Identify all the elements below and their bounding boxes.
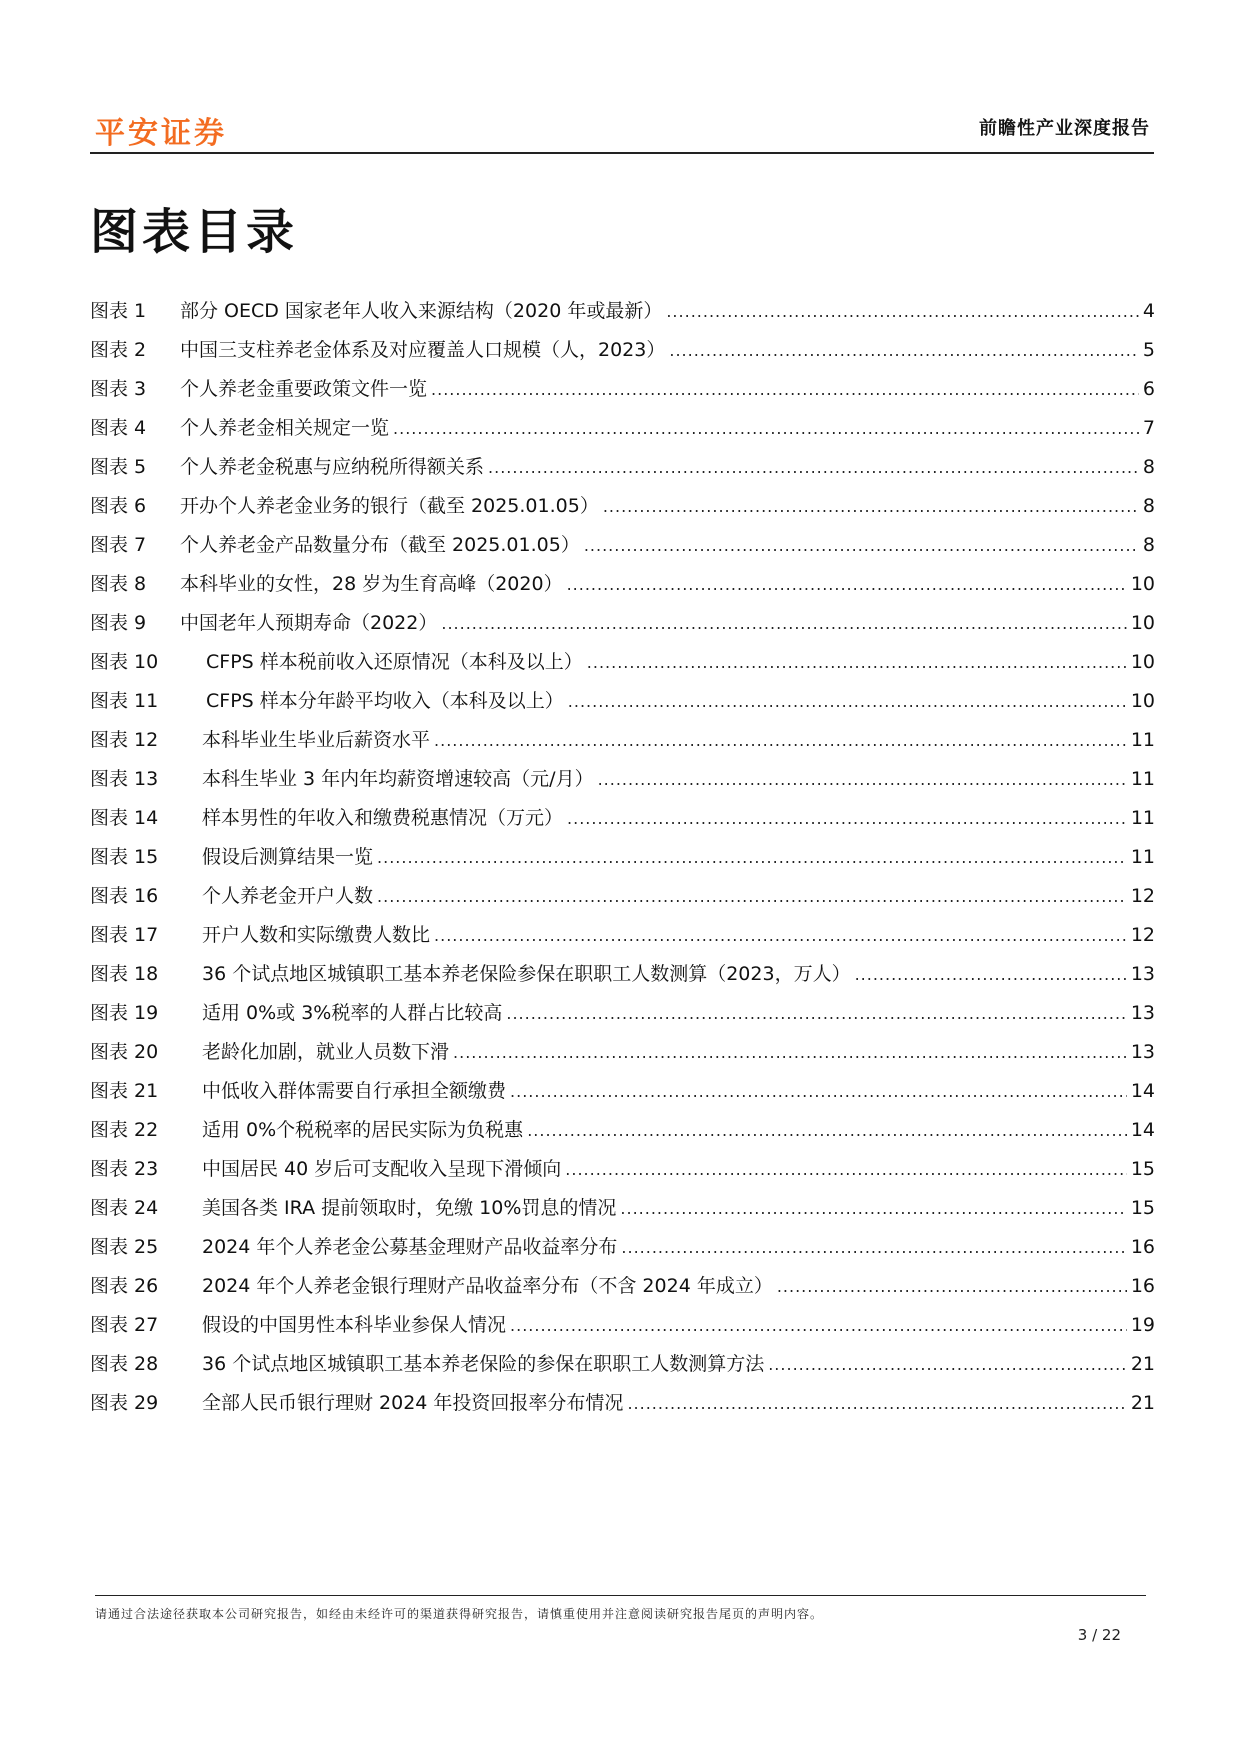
toc-dot-leader bbox=[506, 1002, 1126, 1024]
toc-entry-label: 图表 8 bbox=[90, 573, 147, 595]
toc-entry-label: 图表 13 bbox=[90, 768, 159, 790]
toc-entry-label: 图表 27 bbox=[90, 1314, 159, 1336]
page-title: 图表目录 bbox=[90, 204, 299, 260]
toc-entry-label: 图表 11 bbox=[90, 690, 159, 712]
toc-entry-title: 中国老年人预期寿命（2022） bbox=[180, 612, 438, 634]
toc-entry-page: 5 bbox=[1142, 339, 1155, 361]
toc-entry-title: 适用 0%个税税率的居民实际为负税惠 bbox=[202, 1119, 524, 1141]
toc-entry[interactable] bbox=[90, 803, 1155, 842]
toc-entry-title: CFPS 样本分年龄平均收入（本科及以上） bbox=[206, 690, 564, 712]
toc-entry-label: 图表 23 bbox=[90, 1158, 159, 1180]
toc-dot-leader bbox=[669, 339, 1139, 361]
toc-entry-page: 14 bbox=[1130, 1080, 1155, 1102]
toc-entry-label: 图表 6 bbox=[90, 495, 147, 517]
toc-entry[interactable] bbox=[90, 1310, 1155, 1349]
toc-entry-page: 11 bbox=[1130, 729, 1155, 751]
toc-entry-title: 全部人民币银行理财 2024 年投资回报率分布情况 bbox=[202, 1392, 624, 1414]
toc-dot-leader bbox=[510, 1314, 1127, 1336]
toc-entry-label: 图表 7 bbox=[90, 534, 147, 556]
toc-dot-leader bbox=[584, 534, 1139, 556]
toc-entry-label: 图表 29 bbox=[90, 1392, 159, 1414]
toc-dot-leader bbox=[620, 1197, 1126, 1219]
toc-entry[interactable] bbox=[90, 530, 1155, 569]
toc-entry-label: 图表 25 bbox=[90, 1236, 159, 1258]
toc-entry-page: 10 bbox=[1130, 690, 1155, 712]
toc-dot-leader bbox=[627, 1392, 1126, 1414]
toc-entry[interactable] bbox=[90, 296, 1155, 335]
company-logo: 平安证券 bbox=[95, 116, 227, 151]
toc-entry-page: 6 bbox=[1142, 378, 1155, 400]
toc-entry-page: 8 bbox=[1142, 534, 1155, 556]
toc-entry-page: 14 bbox=[1130, 1119, 1155, 1141]
toc-entry-title: 中低收入群体需要自行承担全额缴费 bbox=[202, 1080, 507, 1102]
toc-entry-page: 11 bbox=[1130, 807, 1155, 829]
toc-entry[interactable] bbox=[90, 491, 1155, 530]
toc-entry[interactable] bbox=[90, 1193, 1155, 1232]
toc-entry[interactable] bbox=[90, 1349, 1155, 1388]
toc-entry-label: 图表 15 bbox=[90, 846, 159, 868]
toc-dot-leader bbox=[488, 456, 1139, 478]
toc-entry-label: 图表 9 bbox=[90, 612, 147, 634]
toc-dot-leader bbox=[568, 690, 1127, 712]
toc-entry-title: 个人养老金税惠与应纳税所得额关系 bbox=[180, 456, 485, 478]
toc-entry[interactable] bbox=[90, 881, 1155, 920]
toc-dot-leader bbox=[621, 1236, 1126, 1258]
toc-entry-title: 36 个试点地区城镇职工基本养老保险参保在职职工人数测算（2023，万人） bbox=[202, 963, 851, 985]
toc-dot-leader bbox=[565, 1158, 1127, 1180]
table-of-contents bbox=[90, 296, 1155, 1427]
toc-entry[interactable] bbox=[90, 335, 1155, 374]
toc-dot-leader bbox=[855, 963, 1127, 985]
toc-entry[interactable] bbox=[90, 1232, 1155, 1271]
toc-entry-page: 21 bbox=[1130, 1353, 1155, 1375]
toc-entry[interactable] bbox=[90, 1154, 1155, 1193]
toc-entry-title: 老龄化加剧，就业人员数下滑 bbox=[202, 1041, 450, 1063]
toc-entry-label: 图表 1 bbox=[90, 300, 147, 322]
toc-entry-label: 图表 20 bbox=[90, 1041, 159, 1063]
toc-entry[interactable] bbox=[90, 1037, 1155, 1076]
toc-entry-page: 13 bbox=[1130, 963, 1155, 985]
toc-entry-page: 13 bbox=[1130, 1041, 1155, 1063]
toc-dot-leader bbox=[377, 846, 1127, 868]
toc-entry-page: 15 bbox=[1130, 1158, 1155, 1180]
toc-entry-label: 图表 5 bbox=[90, 456, 147, 478]
toc-entry-title: 本科生毕业 3 年内年均薪资增速较高（元/月） bbox=[202, 768, 594, 790]
toc-entry-page: 12 bbox=[1130, 885, 1155, 907]
toc-entry-page: 11 bbox=[1130, 768, 1155, 790]
toc-entry-page: 12 bbox=[1130, 924, 1155, 946]
toc-dot-leader bbox=[441, 612, 1126, 634]
toc-dot-leader bbox=[431, 378, 1139, 400]
toc-entry-page: 7 bbox=[1142, 417, 1155, 439]
toc-entry-label: 图表 10 bbox=[90, 651, 159, 673]
toc-entry-title: 36 个试点地区城镇职工基本养老保险的参保在职职工人数测算方法 bbox=[202, 1353, 765, 1375]
toc-entry-title: 开办个人养老金业务的银行（截至 2025.01.05） bbox=[180, 495, 599, 517]
toc-entry-title: CFPS 样本税前收入还原情况（本科及以上） bbox=[206, 651, 583, 673]
toc-entry-title: 中国居民 40 岁后可支配收入呈现下滑倾向 bbox=[202, 1158, 562, 1180]
report-type-label: 前瞻性产业深度报告 bbox=[979, 118, 1150, 139]
toc-dot-leader bbox=[527, 1119, 1127, 1141]
toc-entry-page: 11 bbox=[1130, 846, 1155, 868]
toc-entry-label: 图表 4 bbox=[90, 417, 147, 439]
toc-entry-page: 10 bbox=[1130, 651, 1155, 673]
toc-entry-label: 图表 21 bbox=[90, 1080, 159, 1102]
toc-entry-title: 个人养老金相关规定一览 bbox=[180, 417, 390, 439]
toc-entry[interactable] bbox=[90, 647, 1155, 686]
toc-entry-label: 图表 24 bbox=[90, 1197, 159, 1219]
toc-entry-title: 假设后测算结果一览 bbox=[202, 846, 374, 868]
toc-dot-leader bbox=[777, 1275, 1127, 1297]
toc-entry[interactable] bbox=[90, 608, 1155, 647]
toc-entry-label: 图表 2 bbox=[90, 339, 147, 361]
toc-entry[interactable] bbox=[90, 725, 1155, 764]
toc-entry-title: 适用 0%或 3%税率的人群占比较高 bbox=[202, 1002, 503, 1024]
toc-dot-leader bbox=[598, 768, 1127, 790]
toc-entry-title: 样本男性的年收入和缴费税惠情况（万元） bbox=[202, 807, 564, 829]
toc-entry[interactable] bbox=[90, 959, 1155, 998]
toc-entry-title: 假设的中国男性本科毕业参保人情况 bbox=[202, 1314, 507, 1336]
toc-entry[interactable] bbox=[90, 1076, 1155, 1115]
toc-entry-label: 图表 22 bbox=[90, 1119, 159, 1141]
toc-entry-label: 图表 28 bbox=[90, 1353, 159, 1375]
toc-entry-page: 16 bbox=[1130, 1275, 1155, 1297]
toc-entry-label: 图表 19 bbox=[90, 1002, 159, 1024]
toc-entry[interactable] bbox=[90, 764, 1155, 803]
toc-entry-label: 图表 17 bbox=[90, 924, 159, 946]
toc-entry-title: 美国各类 IRA 提前领取时，免缴 10%罚息的情况 bbox=[202, 1197, 617, 1219]
toc-entry[interactable] bbox=[90, 1115, 1155, 1154]
toc-entry-label: 图表 3 bbox=[90, 378, 147, 400]
toc-entry-title: 个人养老金产品数量分布（截至 2025.01.05） bbox=[180, 534, 580, 556]
toc-dot-leader bbox=[393, 417, 1139, 439]
toc-entry[interactable] bbox=[90, 920, 1155, 959]
toc-entry-page: 15 bbox=[1130, 1197, 1155, 1219]
page-number: 3 / 22 bbox=[1077, 1626, 1121, 1644]
toc-entry-page: 8 bbox=[1142, 456, 1155, 478]
toc-entry-title: 中国三支柱养老金体系及对应覆盖人口规模（人，2023） bbox=[180, 339, 666, 361]
toc-entry-label: 图表 14 bbox=[90, 807, 159, 829]
toc-dot-leader bbox=[510, 1080, 1127, 1102]
toc-dot-leader bbox=[434, 729, 1127, 751]
toc-entry[interactable] bbox=[90, 842, 1155, 881]
toc-entry-title: 2024 年个人养老金公募基金理财产品收益率分布 bbox=[202, 1236, 618, 1258]
toc-entry-title: 开户人数和实际缴费人数比 bbox=[202, 924, 431, 946]
toc-entry-label: 图表 12 bbox=[90, 729, 159, 751]
toc-entry[interactable] bbox=[90, 569, 1155, 608]
toc-entry-title: 个人养老金开户人数 bbox=[202, 885, 374, 907]
toc-dot-leader bbox=[434, 924, 1127, 946]
toc-entry[interactable] bbox=[90, 374, 1155, 413]
toc-entry-page: 8 bbox=[1142, 495, 1155, 517]
toc-entry[interactable] bbox=[90, 998, 1155, 1037]
toc-dot-leader bbox=[768, 1353, 1127, 1375]
toc-entry-title: 本科毕业生毕业后薪资水平 bbox=[202, 729, 431, 751]
toc-entry-page: 10 bbox=[1130, 573, 1155, 595]
footer-disclaimer: 请通过合法途径获取本公司研究报告，如经由未经许可的渠道获得研究报告，请慎重使用并注意阅读研究报告尾页的声明内容。 bbox=[95, 1607, 824, 1621]
toc-dot-leader bbox=[567, 573, 1127, 595]
toc-entry-title: 2024 年个人养老金银行理财产品收益率分布（不含 2024 年成立） bbox=[202, 1275, 773, 1297]
toc-entry-page: 16 bbox=[1130, 1236, 1155, 1258]
toc-entry-page: 13 bbox=[1130, 1002, 1155, 1024]
toc-entry-title: 个人养老金重要政策文件一览 bbox=[180, 378, 428, 400]
toc-dot-leader bbox=[603, 495, 1139, 517]
toc-entry[interactable] bbox=[90, 686, 1155, 725]
page-footer bbox=[95, 1595, 1146, 1644]
toc-dot-leader bbox=[567, 807, 1127, 829]
toc-entry-label: 图表 18 bbox=[90, 963, 159, 985]
toc-entry-label: 图表 16 bbox=[90, 885, 159, 907]
toc-entry[interactable] bbox=[90, 1388, 1155, 1427]
toc-entry-page: 21 bbox=[1130, 1392, 1155, 1414]
toc-entry[interactable] bbox=[90, 413, 1155, 452]
toc-dot-leader bbox=[587, 651, 1127, 673]
page-header bbox=[90, 98, 1154, 154]
toc-entry-page: 4 bbox=[1142, 300, 1155, 322]
toc-entry-page: 19 bbox=[1130, 1314, 1155, 1336]
toc-entry-label: 图表 26 bbox=[90, 1275, 159, 1297]
toc-entry[interactable] bbox=[90, 1271, 1155, 1310]
toc-dot-leader bbox=[453, 1041, 1127, 1063]
toc-entry[interactable] bbox=[90, 452, 1155, 491]
toc-entry-title: 本科毕业的女性，28 岁为生育高峰（2020） bbox=[180, 573, 563, 595]
toc-dot-leader bbox=[666, 300, 1139, 322]
toc-entry-page: 10 bbox=[1130, 612, 1155, 634]
toc-entry-title: 部分 OECD 国家老年人收入来源结构（2020 年或最新） bbox=[180, 300, 663, 322]
toc-dot-leader bbox=[377, 885, 1127, 907]
